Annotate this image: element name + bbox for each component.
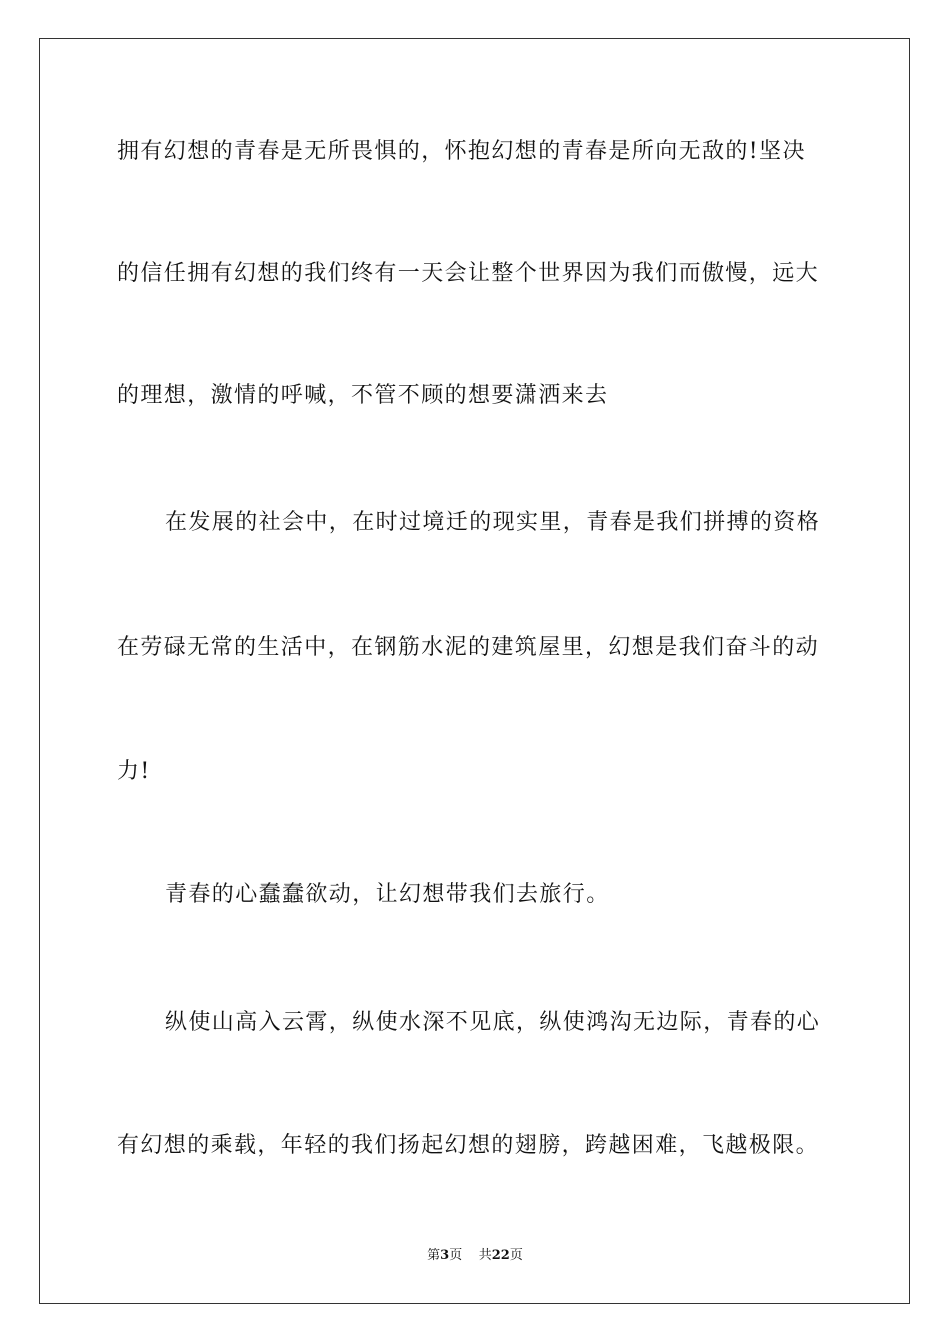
total-prefix: 共 [478,1248,492,1263]
paragraph-line: 纵使山高入云霄，纵使水深不见底，纵使鸿沟无边际，青春的心 [165,1010,821,1035]
paragraph-line: 的信任拥有幻想的我们终有一天会让整个世界因为我们而傲慢，远大 [117,261,820,286]
page-footer [0,1247,950,1265]
page-border [39,38,910,1304]
total-suffix: 页 [509,1248,523,1263]
paragraph-line: 在劳碌无常的生活中，在钢筋水泥的建筑屋里，幻想是我们奋斗的动 [117,635,820,660]
paragraph-line: 的理想，激情的呼喊，不管不顾的想要潇洒来去 [117,383,609,408]
paragraph-line: 力! [117,759,151,784]
paragraph-line: 青春的心蠢蠢欲动，让幻想带我们去旅行。 [165,882,610,907]
page-number: 3 [440,1248,450,1263]
paragraph-line: 在发展的社会中，在时过境迁的现实里，青春是我们拼搏的资格 [165,510,821,535]
total-pages: 22 [491,1248,510,1263]
paragraph-line: 拥有幻想的青春是无所畏惧的，怀抱幻想的青春是所向无敌的!坚决 [117,139,806,164]
page-suffix: 页 [449,1248,463,1263]
page-prefix: 第 [427,1248,441,1263]
paragraph-line: 有幻想的乘载，年轻的我们扬起幻想的翅膀，跨越困难，飞越极限。 [117,1133,820,1158]
